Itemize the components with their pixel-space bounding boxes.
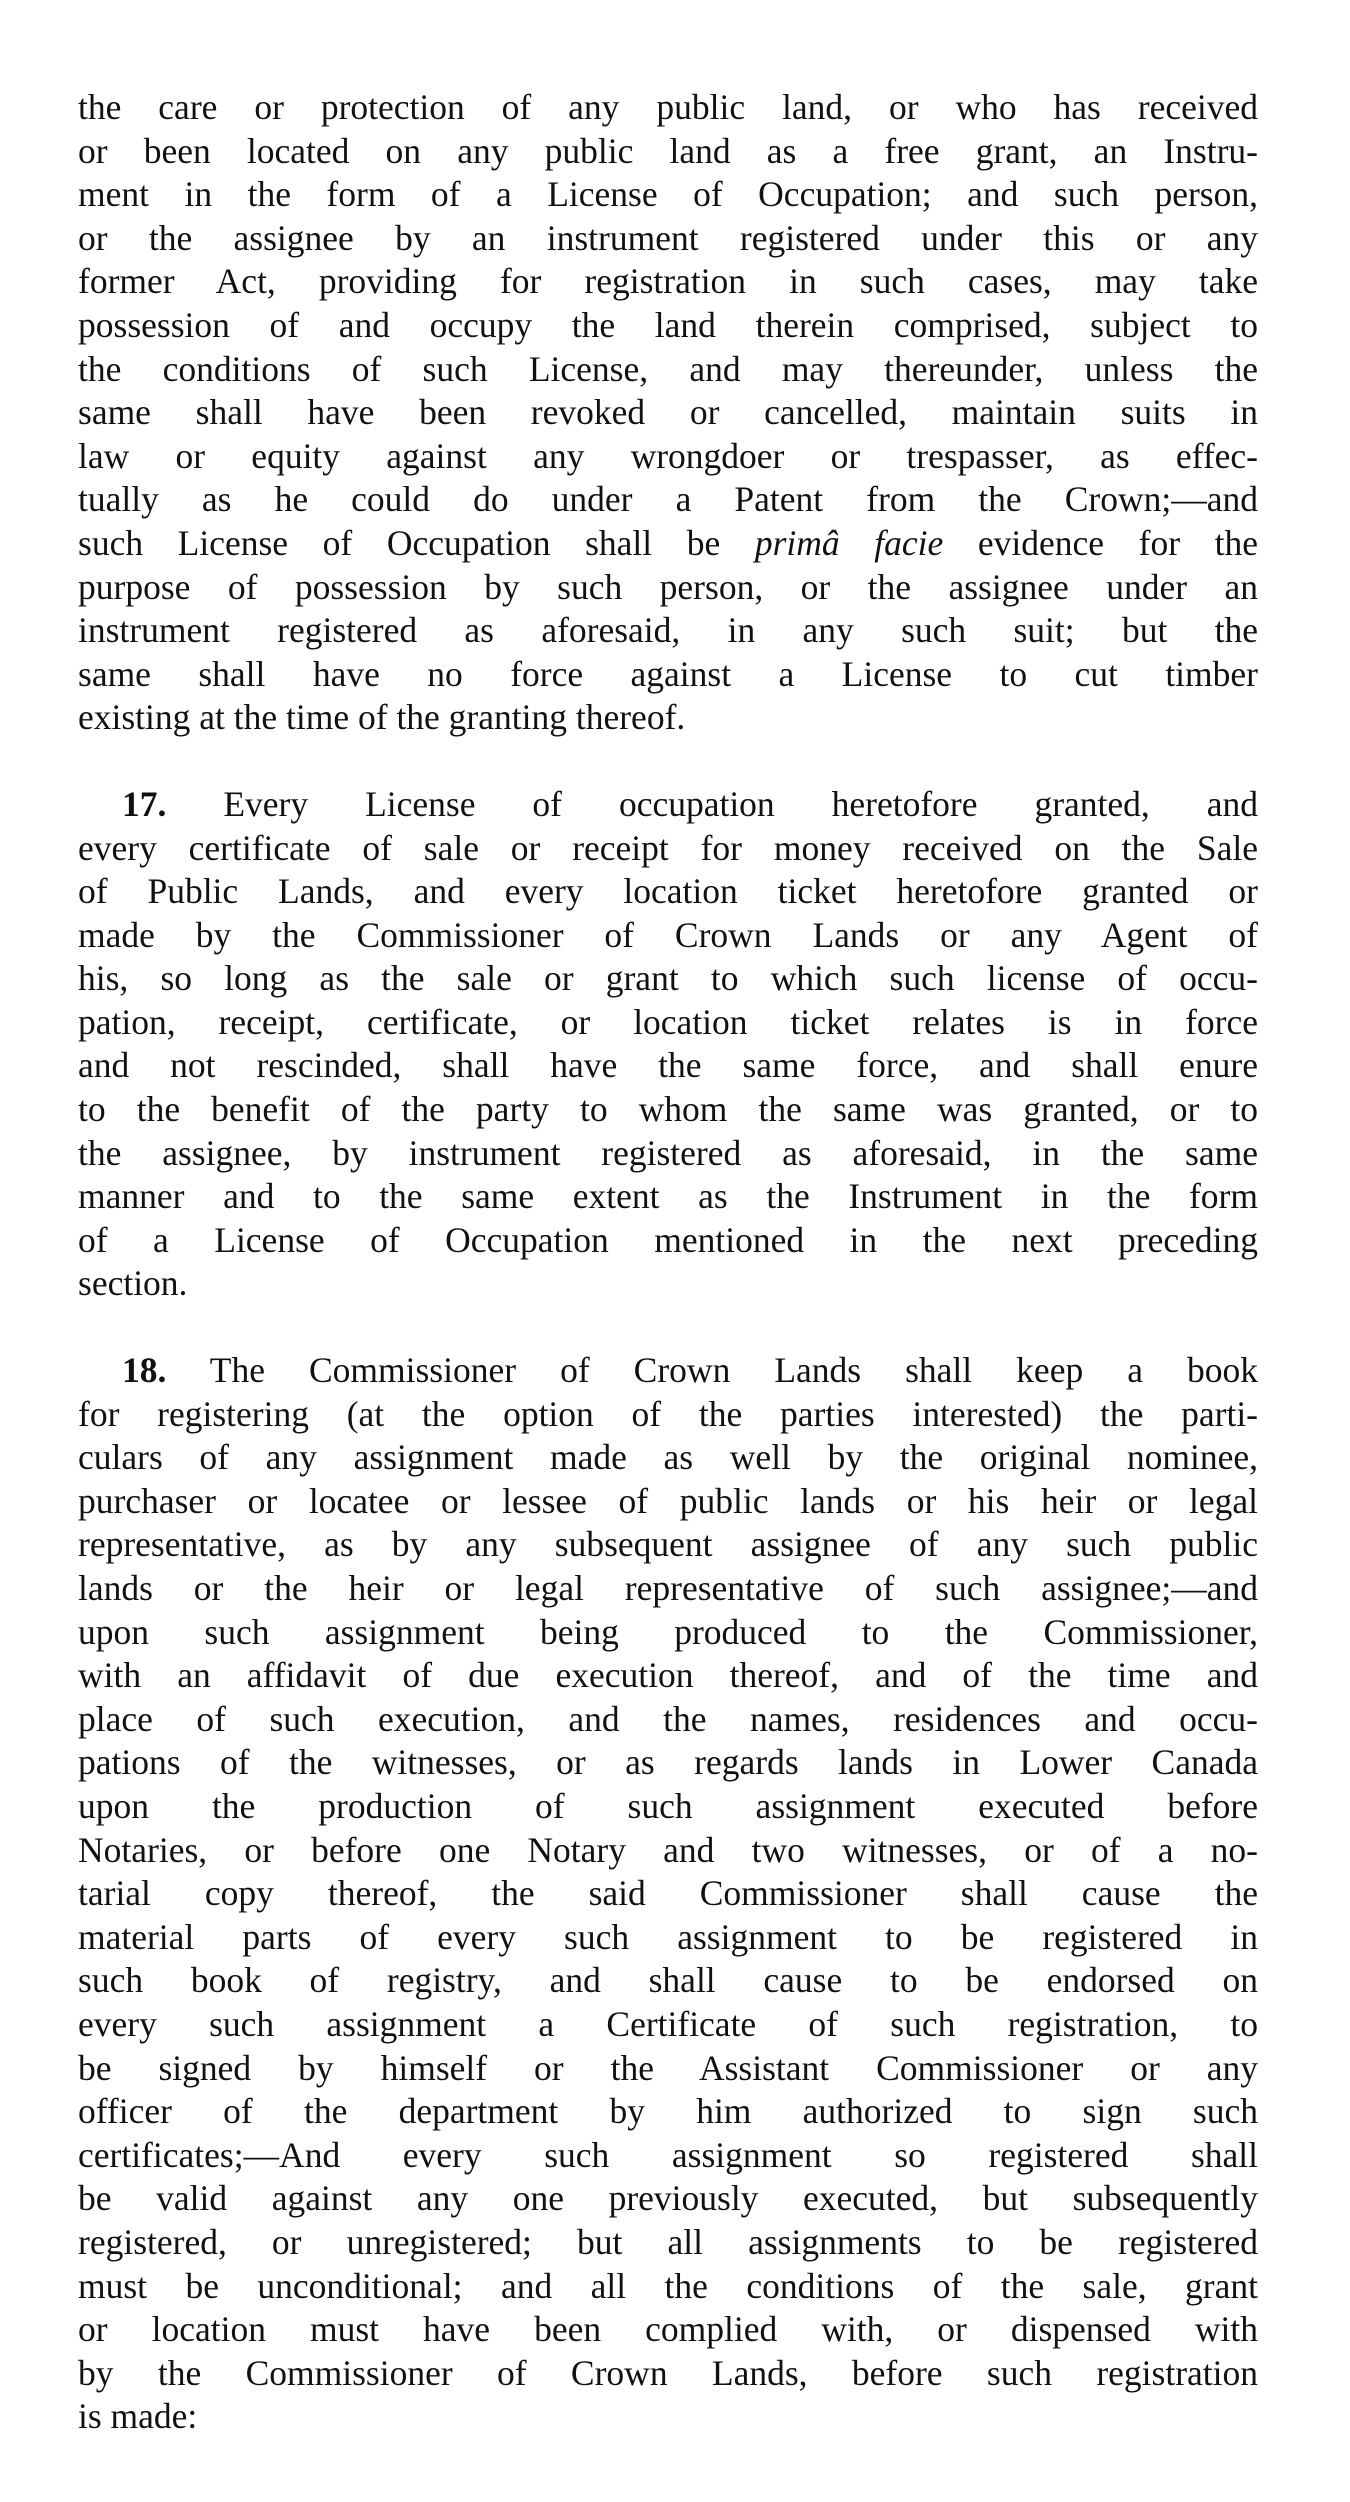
text-line: manner and to the same extent as the Instrument in the form <box>78 1176 1258 1217</box>
text-segment: Every License of occupation heretofore granted, and <box>223 783 1258 824</box>
text-line: existing at the time of the granting thereof. <box>78 697 686 738</box>
text-line: or location must have been complied with, or dispensed with <box>78 2309 1258 2350</box>
text-line: same shall have been revoked or cancelled, maintain suits in <box>78 392 1258 433</box>
text-line: with an affidavit of due execution thereof, and of the time and <box>78 1655 1258 1696</box>
text-line: made by the Commissioner of Crown Lands or any Agent of <box>78 914 1258 955</box>
text-line-with-italic <box>78 522 1258 566</box>
text-line: tarial copy thereof, the said Commissioner shall cause the <box>78 1873 1258 1914</box>
text-line: by the Commissioner of Crown Lands, before such registration <box>78 2352 1258 2393</box>
text-line: of Public Lands, and every location ticket heretofore granted or <box>78 871 1258 912</box>
text-line: ment in the form of a License of Occupation; and such person, <box>78 174 1258 215</box>
text-line: be valid against any one previously executed, but subsequently <box>78 2178 1258 2219</box>
text-line: certificates;—And every such assignment so registered shall <box>78 2134 1258 2175</box>
text-line: instrument registered as aforesaid, in any such suit; but the <box>78 610 1258 651</box>
text-line: of a License of Occupation mentioned in the next preceding <box>78 1219 1258 1260</box>
paragraph-continuation <box>78 86 1258 740</box>
text-line: representative, as by any subsequent assignee of any such public <box>78 1524 1258 1565</box>
text-line: the care or protection of any public land, or who has received <box>78 87 1258 127</box>
text-line: every certificate of sale or receipt for money received on the Sale <box>78 827 1258 868</box>
text-line: every such assignment a Certificate of such registration, to <box>78 2003 1258 2044</box>
text-line: be signed by himself or the Assistant Commissioner or any <box>78 2047 1258 2088</box>
text-line: must be unconditional; and all the conditions of the sale, grant <box>78 2265 1258 2306</box>
text-line: same shall have no force against a License to cut timber <box>78 653 1258 694</box>
text-line: officer of the department by him authorized to sign such <box>78 2091 1258 2132</box>
text-line: registered, or unregistered; but all assignments to be registered <box>78 2221 1258 2262</box>
text-line: such book of registry, and shall cause to be endorsed on <box>78 1960 1258 2001</box>
text-line: place of such execution, and the names, residences and occu- <box>78 1698 1258 1739</box>
text-line: purpose of possession by such person, or the assignee under an <box>78 566 1258 607</box>
italic-phrase: primâ facie <box>754 522 944 563</box>
text-line: law or equity against any wrongdoer or trespasser, as effec- <box>78 435 1258 476</box>
text-line: the conditions of such License, and may thereunder, unless the <box>78 348 1258 389</box>
text-line: culars of any assignment made as well by the original nominee, <box>78 1437 1258 1478</box>
text-line: his, so long as the sale or grant to which such license of occu- <box>78 958 1258 999</box>
text-segment: The Commissioner of Crown Lands shall keep a book <box>209 1350 1258 1391</box>
section-18 <box>78 1349 1258 2439</box>
text-line: the assignee, by instrument registered as aforesaid, in the same <box>78 1132 1258 1173</box>
text-line: and not rescinded, shall have the same force, and shall enure <box>78 1045 1258 1086</box>
text-line: for registering (at the option of the parties interested) the parti- <box>78 1393 1258 1434</box>
text-line: lands or the heir or legal representative of such assignee;—and <box>78 1568 1258 1608</box>
text-line: purchaser or locatee or lessee of public lands or his heir or legal <box>78 1480 1258 1521</box>
document-page <box>78 86 1258 2439</box>
text-line: pations of the witnesses, or as regards lands in Lower Canada <box>78 1742 1258 1783</box>
text-line: upon such assignment being produced to the Commissioner, <box>78 1611 1258 1652</box>
section-first-line <box>78 1349 1258 1393</box>
text-line: former Act, providing for registration in such cases, may take <box>78 261 1258 302</box>
text-segment: evidence for the <box>977 522 1259 563</box>
section-17 <box>78 783 1258 1306</box>
text-line: material parts of every such assignment to be registered in <box>78 1916 1258 1957</box>
text-line: upon the production of such assignment executed before <box>78 1785 1258 1826</box>
text-segment: such License of Occupation shall be <box>78 522 721 563</box>
text-line: is made: <box>78 2396 198 2437</box>
section-number: 18. <box>122 1350 167 1391</box>
text-line: pation, receipt, certificate, or location ticket relates is in force <box>78 1001 1258 1042</box>
text-line: possession of and occupy the land therein comprised, subject to <box>78 304 1258 345</box>
section-first-line <box>78 783 1258 827</box>
text-line: to the benefit of the party to whom the same was granted, or to <box>78 1089 1258 1130</box>
text-line: section. <box>78 1263 188 1304</box>
text-line: or been located on any public land as a free grant, an Instru- <box>78 130 1258 171</box>
section-number: 17. <box>122 783 167 824</box>
text-line: or the assignee by an instrument registered under this or any <box>78 217 1258 258</box>
text-line: Notaries, or before one Notary and two witnesses, or of a no- <box>78 1829 1258 1870</box>
text-line: tually as he could do under a Patent from the Crown;—and <box>78 479 1258 520</box>
